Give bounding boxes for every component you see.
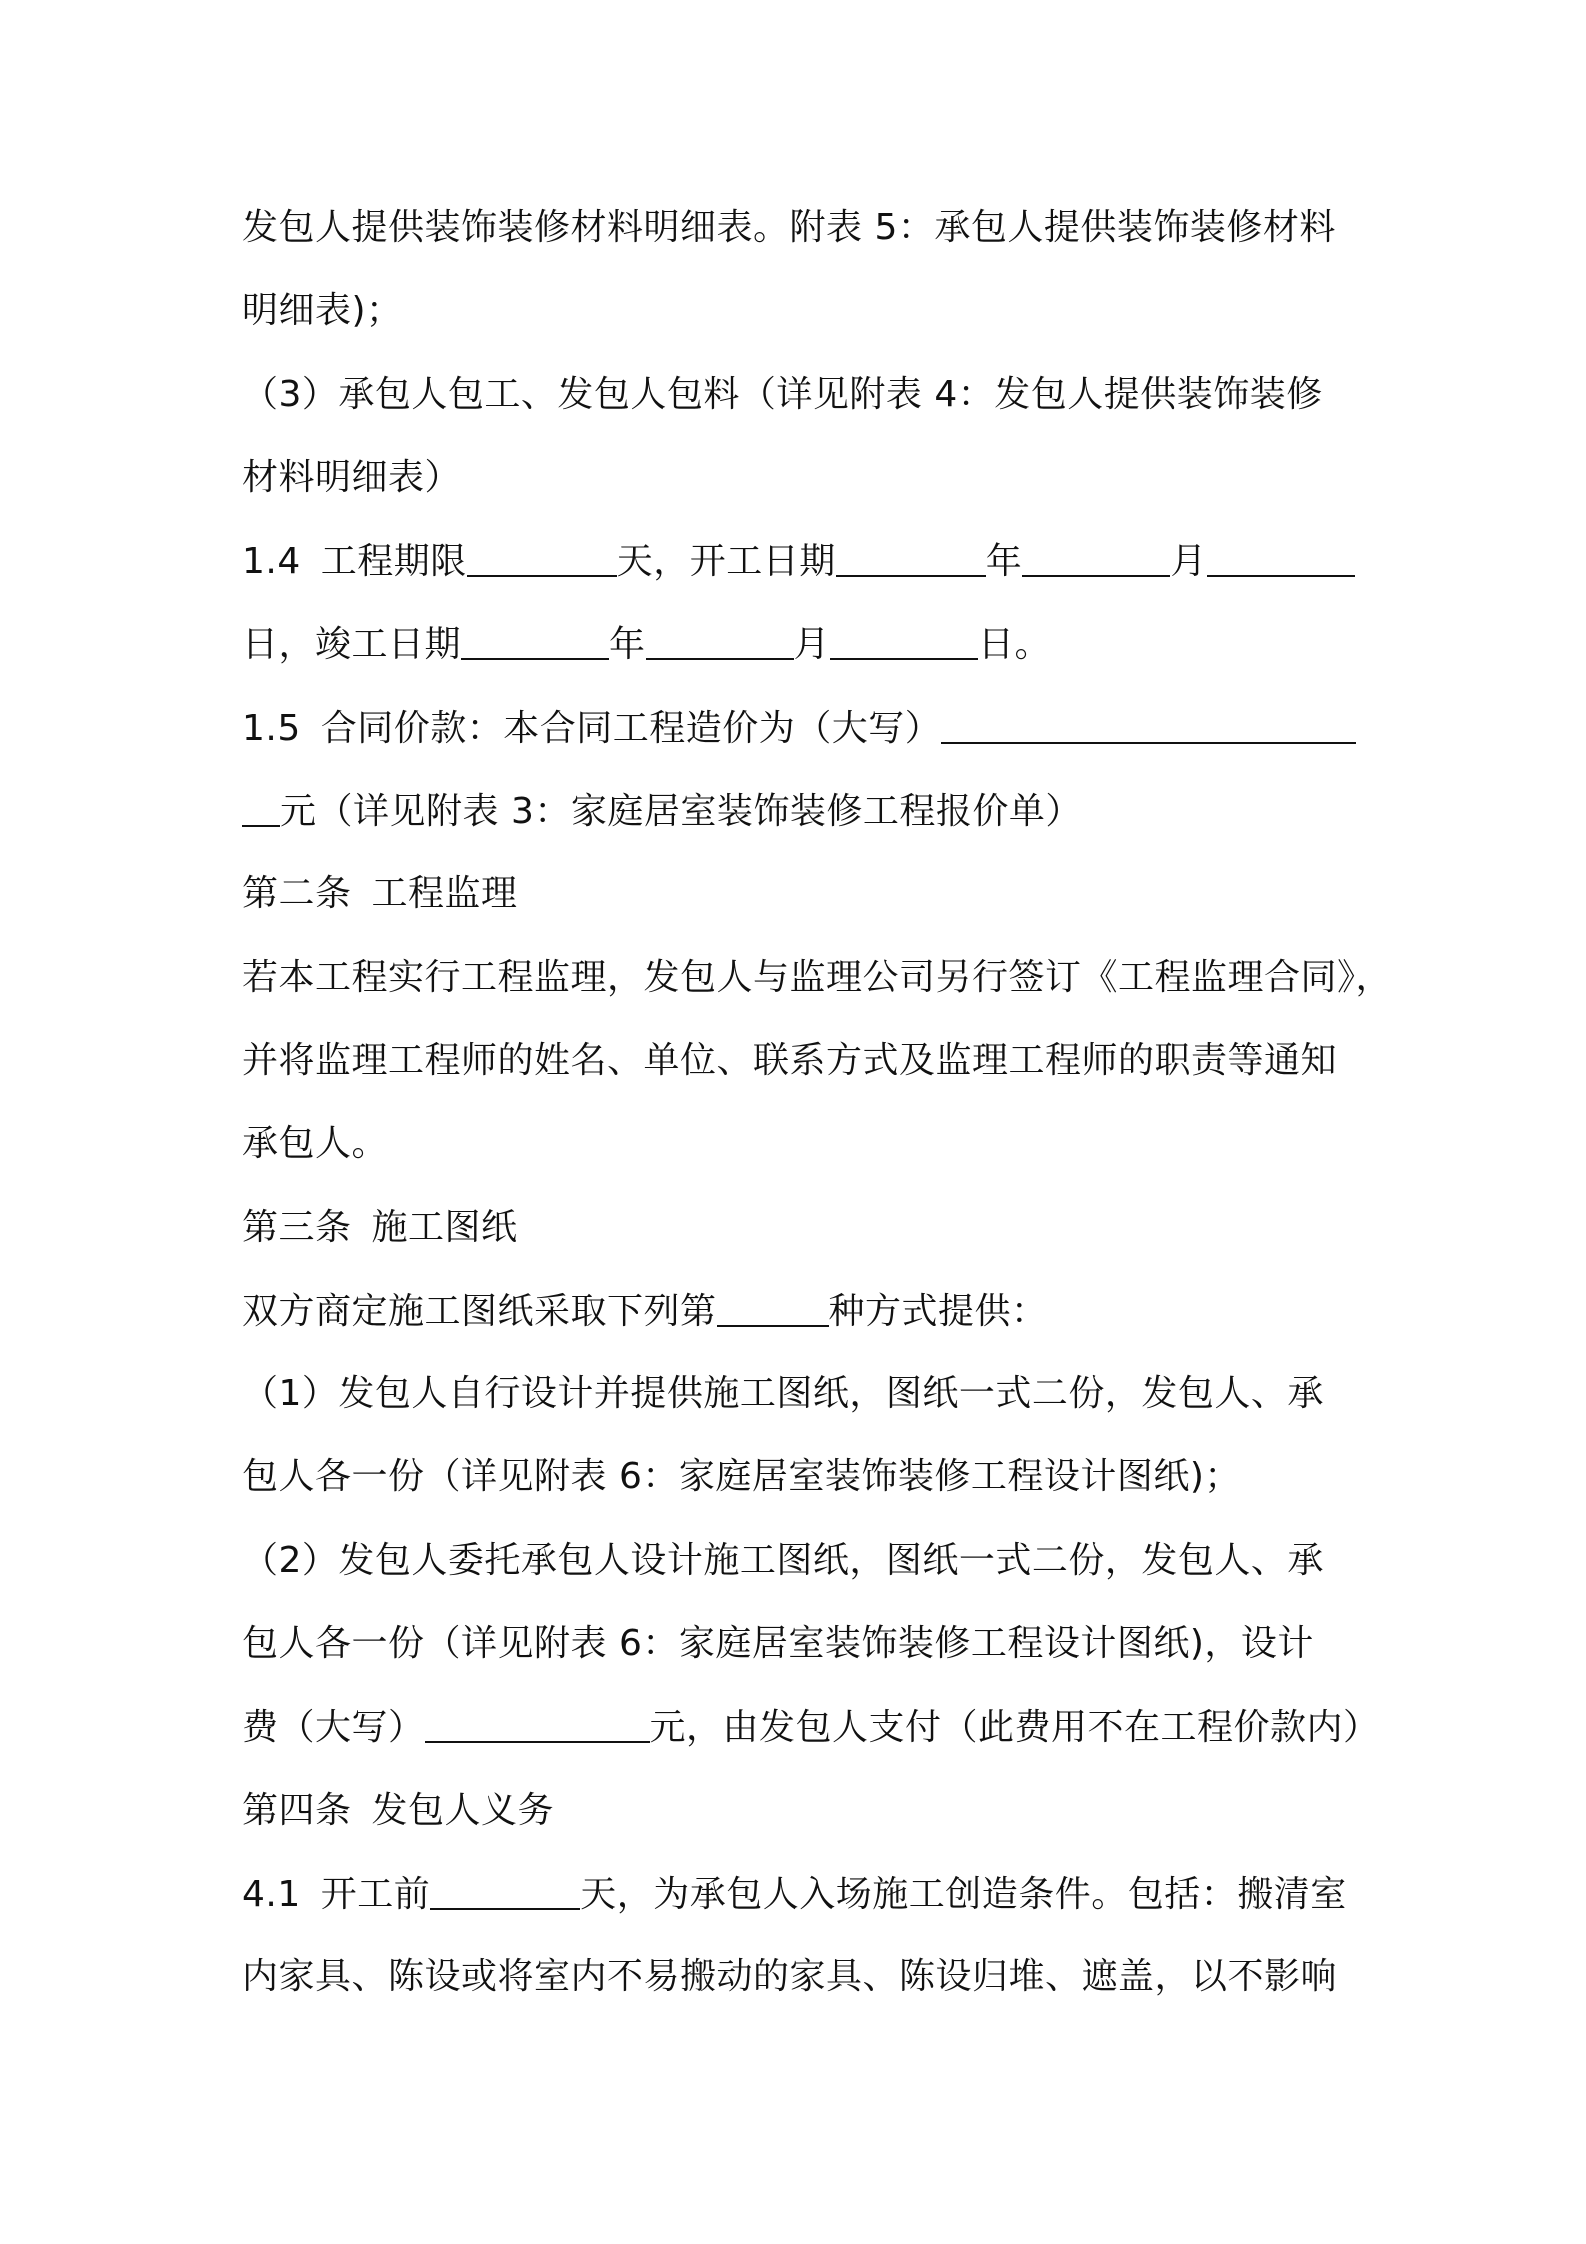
text-line (242, 1697, 1380, 1780)
article-heading (242, 1781, 1352, 1864)
clause-1-4-line (242, 531, 1352, 614)
line-text: 费（大写） (242, 1707, 425, 1749)
line-text: 元，由发包人支付（此费用不在工程价款内） (649, 1707, 1380, 1749)
fill-in-blank[interactable] (425, 1697, 650, 1743)
fill-in-blank[interactable] (1207, 531, 1355, 577)
line-text: 包人各一份（详见附表 6：家庭居室装饰装修工程设计图纸)，设计 (242, 1623, 1314, 1665)
line-text: 发包人提供装饰装修材料明细表。附表 5：承包人提供装饰装修材料 (242, 207, 1336, 248)
fill-in-blank[interactable] (941, 698, 1356, 744)
text-line (242, 1281, 1352, 1364)
fill-in-blank[interactable] (467, 531, 617, 577)
text-line (242, 1447, 1352, 1530)
article-number: 第四条 (242, 1789, 352, 1831)
text-line (242, 1364, 1352, 1447)
line-text: （1）发包人自行设计并提供施工图纸，图纸一式二份，发包人、承 (242, 1373, 1324, 1415)
text-line (242, 781, 1352, 864)
article-heading (242, 864, 1352, 947)
line-text: 开工前 (320, 1873, 431, 1915)
clause-1-5-line (242, 698, 1352, 781)
clause-4-1-line (242, 1864, 1352, 1947)
article-number: 第三条 (242, 1206, 352, 1248)
article-title: 施工图纸 (371, 1206, 518, 1248)
line-text: 天，开工日期 (616, 541, 836, 583)
text-line (242, 448, 1352, 531)
line-text: （2）发包人委托承包人设计施工图纸，图纸一式二份，发包人、承 (242, 1539, 1324, 1581)
text-line (242, 614, 1352, 697)
fill-in-blank[interactable] (646, 614, 794, 660)
fill-in-blank[interactable] (242, 781, 280, 827)
text-line (242, 1031, 1352, 1114)
line-text: 合同价款：本合同工程造价为（大写） (320, 707, 942, 749)
clause-number: 4.1 (242, 1873, 301, 1915)
line-text: 日。 (978, 624, 1052, 666)
text-line (242, 198, 1352, 281)
line-text: 天，为承包人入场施工创造条件。包括：搬清室 (580, 1873, 1347, 1915)
text-line (242, 948, 1393, 1031)
fill-in-blank[interactable] (1022, 531, 1170, 577)
line-text: 月 (1170, 541, 1207, 583)
line-text: 并将监理工程师的姓名、单位、联系方式及监理工程师的职责等通知 (242, 1039, 1338, 1081)
line-text: 承包人。 (242, 1123, 389, 1165)
line-text: 包人各一份（详见附表 6：家庭居室装饰装修工程设计图纸)； (242, 1456, 1241, 1498)
line-text: 种方式提供： (828, 1290, 1048, 1332)
line-text: （3）承包人包工、发包人包料（详见附表 4：发包人提供装饰装修 (242, 373, 1323, 415)
text-line (242, 1531, 1352, 1614)
article-title: 发包人义务 (371, 1789, 555, 1831)
text-line (242, 365, 1352, 448)
article-heading (242, 1198, 1352, 1281)
line-text: 年 (609, 624, 646, 666)
line-text: 明细表)； (242, 290, 403, 332)
article-title: 工程监理 (371, 873, 518, 915)
fill-in-blank[interactable] (836, 531, 986, 577)
fill-in-blank[interactable] (430, 1864, 580, 1910)
document-page (242, 198, 1393, 2031)
article-number: 第二条 (242, 873, 352, 915)
line-text: 若本工程实行工程监理，发包人与监理公司另行签订《工程监理合同》， (242, 956, 1393, 998)
line-text: 日，竣工日期 (242, 624, 462, 666)
fill-in-blank[interactable] (830, 614, 978, 660)
line-text: 双方商定施工图纸采取下列第 (242, 1290, 717, 1332)
text-line (242, 1614, 1352, 1697)
fill-in-blank[interactable] (461, 614, 609, 660)
line-text: 元（详见附表 3：家庭居室装饰装修工程报价单） (280, 791, 1082, 833)
line-text: 工程期限 (320, 541, 467, 583)
clause-number: 1.5 (242, 707, 301, 749)
line-text: 内家具、陈设或将室内不易搬动的家具、陈设归堆、遮盖，以不影响 (242, 1956, 1338, 1998)
line-text: 月 (793, 624, 831, 666)
clause-number: 1.4 (242, 541, 301, 583)
text-line (242, 1114, 1352, 1197)
text-line (242, 281, 1352, 364)
line-text: 年 (985, 541, 1023, 583)
line-text: 材料明细表） (242, 456, 462, 498)
fill-in-blank[interactable] (717, 1281, 829, 1327)
text-line (242, 1947, 1352, 2030)
